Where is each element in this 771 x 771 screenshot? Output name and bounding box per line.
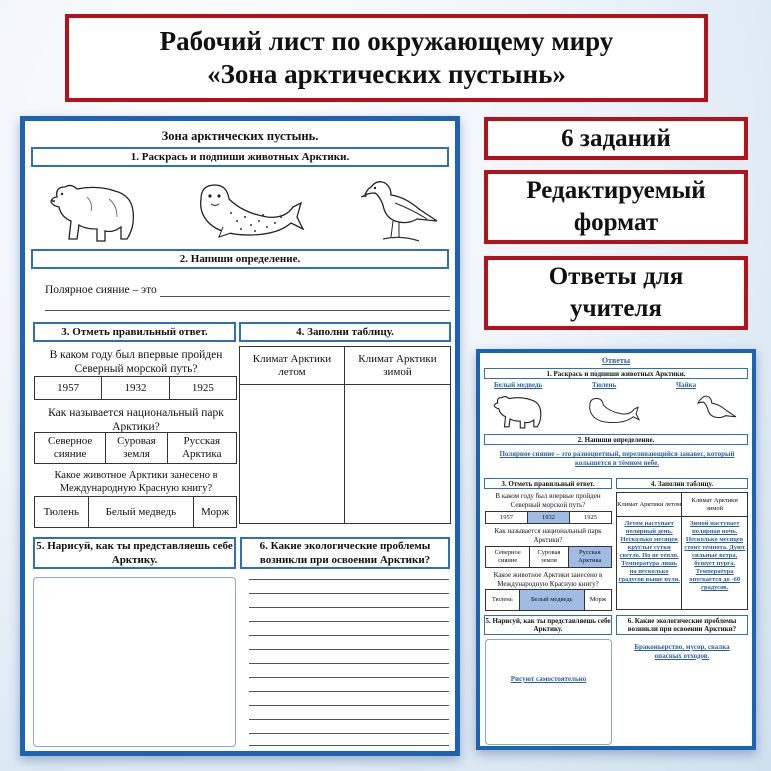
ans-q2-option-correct: Русская Арктика (568, 547, 611, 568)
sheet-title: Зона арктических пустынь. (161, 129, 319, 143)
ans-question-1: В каком году был впервые пройден Северный морской путь? (495, 492, 601, 509)
teacher-answers-badge (484, 256, 748, 330)
title-line-1: Рабочий лист по окружающему миру (159, 26, 614, 56)
q2-option[interactable]: Русская Арктика (167, 433, 236, 464)
q1-options (34, 376, 237, 400)
ans-q1-option: 1957 (486, 512, 528, 524)
ans-q1-option: 1925 (570, 512, 612, 524)
q3-option[interactable]: Тюлень (35, 497, 89, 528)
task6-header: 6. Какие экологические проблемы возникли при освоении Арктики? (240, 537, 450, 569)
ans-q1-options (485, 511, 612, 524)
ans-q3-options (485, 589, 612, 611)
ans-drawing-area (485, 639, 612, 745)
ans-task2-header: 2. Напиши определение. (484, 434, 748, 445)
ans-question-3: Какое животное Арктики занесено в Международную Красную книгу? (493, 571, 603, 588)
drawing-area[interactable] (33, 577, 236, 747)
tasks-count-badge (484, 117, 748, 160)
answer-sheet (476, 349, 756, 750)
definition-line[interactable] (160, 296, 450, 297)
climate-winter-cell[interactable] (344, 385, 450, 524)
ans-q3-option: Тюлень (486, 590, 520, 611)
seal-icon (193, 177, 305, 245)
editable-line-2: формат (573, 209, 659, 236)
editable-format-badge (484, 170, 748, 244)
climate-table (239, 346, 451, 524)
definition-prompt: Полярное сияние – это (45, 284, 157, 296)
ans-q3-option: Морж (584, 590, 611, 611)
title-line-2: «Зона арктических пустынь» (207, 59, 566, 89)
question-1: В каком году был впервые пройден Северный морской путь? (49, 349, 223, 375)
tasks-count-label: 6 заданий (561, 124, 671, 152)
q3-option[interactable]: Морж (194, 497, 237, 528)
ans-climate-summer-header: Климат Арктики летом (617, 493, 682, 517)
answers-title: Ответы (601, 356, 631, 365)
ans-climate-winter: Зимой наступает полярная ночь. Несколько месяцев стоит темнота. Дуют сильные ветра, бушует пурга. Температура опускается до -60 градусов. (682, 517, 748, 610)
ans-q2-option: Суровая земля (530, 547, 568, 568)
ans-climate-winter-header: Климат Арктики зимой (682, 493, 748, 517)
q2-option[interactable]: Северное сияние (35, 433, 106, 464)
q1-option[interactable]: 1932 (102, 377, 169, 400)
climate-summer-cell[interactable] (240, 385, 345, 524)
ans-climate-table (616, 492, 748, 610)
question-3: Какое животное Арктики занесено в Международную Красную книгу? (54, 470, 218, 494)
q2-option[interactable]: Суровая земля (106, 433, 167, 464)
ans-definition: Полярное сияние – это разноцветный, переливающийся занавес, который колышется в тёмном небе. (499, 450, 735, 467)
task3-header: 3. Отметь правильный ответ. (33, 322, 236, 342)
ans-q1-option-correct: 1932 (528, 512, 570, 524)
worksheet-page (20, 116, 460, 756)
editable-line-1: Редактируемый (526, 177, 706, 204)
ans-task5-header: 5. Нарисуй, как ты представляешь себе Арктику. (485, 617, 611, 633)
title-banner (65, 14, 708, 102)
ans-q2-option: Северное сияние (486, 547, 530, 568)
ans-task6-header: 6. Какие экологические проблемы возникли при освоении Арктики? (616, 615, 748, 635)
climate-winter-header: Климат Арктики зимой (344, 347, 450, 385)
q2-options (34, 432, 237, 464)
ans-climate-summer: Летом наступает полярный день. Несколько месяцев круглые сутки светло. Но не тепло. Температура лишь на несколько градусов выше нуля. (617, 517, 682, 610)
ans-animal-seal: Тюлень (592, 381, 617, 389)
ans-animal-bear: Белый медведь (494, 381, 543, 389)
ans-question-2: Как называется национальный парк Арктики? (494, 527, 602, 544)
ans-task4-header: 4. Заполни таблицу. (616, 478, 748, 489)
climate-summer-header: Климат Арктики летом (240, 347, 345, 385)
q3-option[interactable]: Белый медведь (88, 497, 193, 528)
seagull-icon (696, 391, 738, 431)
task4-header: 4. Заполни таблицу. (239, 322, 451, 342)
question-2: Как называется национальный парк Арктики? (48, 407, 224, 433)
answers-line-1: Ответы для (548, 263, 684, 290)
ans-ecology: Браконьерство, мусор, свалка опасных отходов. (634, 643, 730, 660)
ans-animal-gull: Чайка (676, 381, 697, 389)
ans-task1-header: 1. Раскрась и подпиши животных Арктики. (484, 368, 748, 379)
task1-header: 1. Раскрась и подпиши животных Арктики. (31, 147, 449, 167)
ans-draw-note: Рисуют самостоятельно (510, 675, 587, 683)
ans-q2-options (485, 546, 612, 568)
seal-icon (586, 393, 640, 429)
polar-bear-icon (47, 177, 139, 245)
ans-q3-option-correct: Белый медведь (519, 590, 584, 611)
task2-header: 2. Напиши определение. (31, 249, 449, 269)
ans-task3-header: 3. Отметь правильный ответ. (484, 478, 612, 489)
answers-line-2: учителя (570, 295, 662, 322)
q1-option[interactable]: 1925 (169, 377, 236, 400)
seagull-icon (361, 173, 441, 247)
polar-bear-icon (492, 391, 544, 431)
task5-header: 5. Нарисуй, как ты представляешь себе Арктику. (33, 537, 236, 569)
q3-options (34, 496, 237, 528)
q1-option[interactable]: 1957 (35, 377, 102, 400)
definition-line[interactable] (45, 310, 450, 311)
